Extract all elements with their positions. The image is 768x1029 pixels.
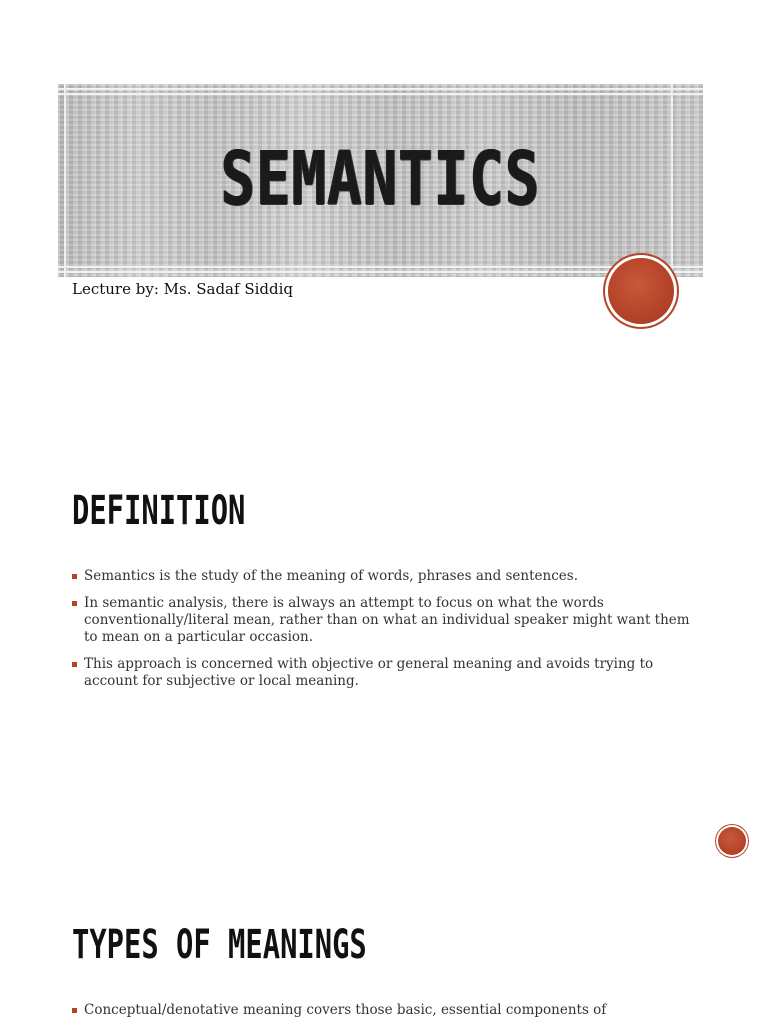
title-banner xyxy=(58,84,703,277)
slide-definition xyxy=(0,430,768,850)
types-bullet-list xyxy=(72,1002,702,1029)
slide-types-of-meanings xyxy=(0,870,768,1024)
definition-heading: DEFINITION xyxy=(72,488,246,534)
decorative-circle xyxy=(608,258,674,324)
bullet-icon xyxy=(72,662,77,667)
list-item: Conceptual/denotative meaning covers those basic, essential components of xyxy=(72,1002,702,1019)
types-heading: TYPES OF MEANINGS xyxy=(72,922,367,968)
slide-title xyxy=(0,0,768,420)
definition-bullet-list xyxy=(72,568,702,700)
bullet-icon xyxy=(72,1008,77,1013)
slide-title-text: SEMANTICS xyxy=(220,136,541,222)
list-item: Semantics is the study of the meaning of words, phrases and sentences. xyxy=(72,568,702,585)
list-item: This approach is concerned with objective or general meaning and avoids trying to account for subjective or local meaning. xyxy=(72,656,702,690)
bullet-icon xyxy=(72,574,77,579)
list-item: In semantic analysis, there is always an attempt to focus on what the words conventionally/literal mean, rather than on what an individual speaker might want them to mean on a particular occasion. xyxy=(72,595,702,646)
bullet-icon xyxy=(72,601,77,606)
decorative-circle xyxy=(718,827,746,855)
lecturer-subtitle: Lecture by: Ms. Sadaf Siddiq xyxy=(72,280,293,298)
